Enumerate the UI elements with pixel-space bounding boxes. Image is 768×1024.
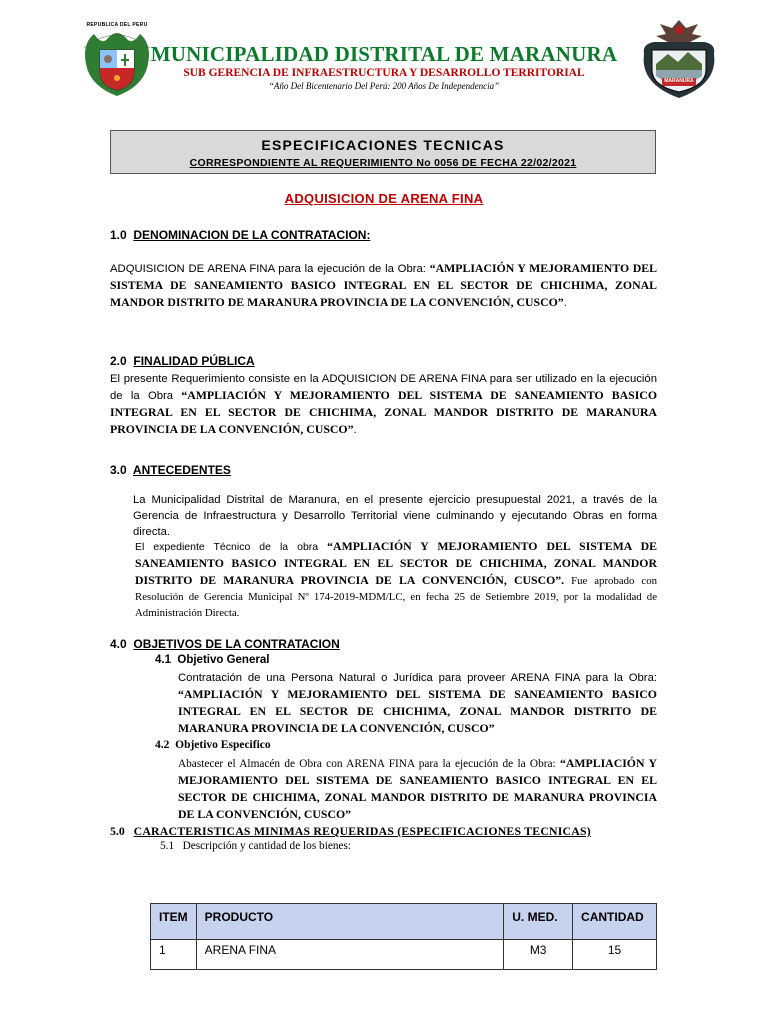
table-header-row [151, 904, 657, 940]
section-3-paragraph-1: La Municipalidad Distrital de Maranura, en el presente ejercicio presupuestal 2021, a través de la Gerencia de Infraestructura y Desarrollo Territorial viene culminando y ejecutando Obras en forma directa. [133, 494, 657, 538]
column-header-unit: U. MED. [504, 904, 573, 940]
section-number: 4.0 [110, 637, 127, 651]
municipality-title: MUNICIPALIDAD DISTRITAL DE MARANURA [150, 42, 618, 66]
subdivision-title: SUB GERENCIA DE INFRAESTRUCTURA Y DESARROLLO TERRITORIAL [183, 67, 585, 79]
section-title: FINALIDAD PÚBLICA [133, 354, 255, 368]
section-3-heading [110, 463, 231, 477]
section-number: 1.0 [110, 228, 127, 242]
subsection-number: 4.2 [155, 739, 170, 751]
paragraph-end: . [563, 297, 567, 309]
section-3-paragraph-2 [135, 538, 657, 621]
table-row [151, 940, 657, 970]
cell-item: 1 [151, 940, 197, 970]
project-name: “AMPLIACIÓN Y MEJORAMIENTO DEL SISTEMA DE SANEAMIENTO BASICO INTEGRAL EN EL SECTOR DE CHICHIMA, ZONAL MANDOR DISTRITO DE MARANURA PROVINCIA DE LA CONVENCIÓN, CUSCO”. [135, 539, 657, 587]
section-2-paragraph [110, 371, 657, 438]
section-title: ANTECEDENTES [132, 463, 231, 477]
paragraph-text: Contratación de una Persona Natural o Jurídica para proveer ARENA FINA para la Obra: [178, 672, 657, 684]
cell-quantity: 15 [573, 940, 657, 970]
document-main-title: ADQUISICION DE ARENA FINA [284, 191, 484, 206]
paragraph-text: ADQUISICION DE ARENA FINA para la ejecución de la Obra: [110, 263, 430, 275]
section-number: 2.0 [110, 354, 127, 368]
crest-right-text: MARANURA [664, 78, 694, 84]
section-2-heading [110, 354, 255, 368]
section-5-heading [110, 824, 591, 839]
column-header-item: ITEM [151, 904, 197, 940]
section-title: OBJETIVOS DE LA CONTRATACION [133, 637, 340, 651]
paragraph-text: El expediente Técnico de la obra [135, 541, 328, 553]
paragraph-text: El presente Requerimiento consiste en la ADQUISICION DE ARENA FINA para ser utilizado en la ejecución de la Obra [110, 373, 657, 402]
section-4-heading [110, 637, 340, 651]
subsection-title: Objetivo General [177, 654, 270, 666]
requirement-reference: CORRESPONDIENTE AL REQUERIMIENTO No 0056 DE FECHA 22/02/2021 [189, 157, 577, 169]
section-title: CARACTERISTICAS MINIMAS REQUERIDAS (ESPECIFICACIONES TECNICAS) [133, 824, 591, 838]
cell-unit: M3 [504, 940, 573, 970]
objective-specific-paragraph [178, 755, 657, 823]
objective-general-paragraph [178, 670, 657, 737]
subsection-title: Objetivo Especifico [175, 739, 271, 751]
project-name: “AMPLIACIÓN Y MEJORAMIENTO DEL SISTEMA DE SANEAMIENTO BASICO INTEGRAL EN EL SECTOR DE CHICHIMA, ZONAL MANDOR DISTRITO DE MARANURA PROVINCIA DE LA CONVENCIÓN, CUSCO” [110, 388, 657, 436]
project-name: “AMPLIACIÓN Y MEJORAMIENTO DEL SISTEMA DE SANEAMIENTO BASICO INTEGRAL EN EL SECTOR DE CHICHIMA, ZONAL MANDOR DISTRITO DE MARANURA PROVINCIA DE LA CONVENCIÓN, CUSCO” [178, 687, 657, 735]
section-1-paragraph [110, 260, 657, 311]
goods-table [150, 903, 657, 970]
approval-text: Fue aprobado con Resolución de Gerencia Municipal Nº 174-2019-MDM/LC, en fecha 25 de Setiembre 2019, por la modalidad de Administración Directa. [135, 575, 657, 619]
section-title: DENOMINACION DE LA CONTRATACION: [133, 228, 371, 242]
column-header-quantity: CANTIDAD [573, 904, 657, 940]
section-number: 3.0 [110, 463, 127, 477]
spec-title: ESPECIFICACIONES TECNICAS [261, 137, 505, 153]
section-1-heading [110, 228, 370, 242]
paragraph-end: . [353, 424, 357, 436]
subsection-4-2-heading [155, 739, 271, 751]
crest-left-text: REPUBLICA DEL PERU [86, 22, 148, 28]
project-name: “AMPLIACIÓN Y MEJORAMIENTO DEL SISTEMA DE SANEAMIENTO BASICO INTEGRAL EN EL SECTOR DE CHICHIMA, ZONAL MANDOR DISTRITO DE MARANURA PROVINCIA DE LA CONVENCIÓN, CUSCO” [178, 756, 657, 821]
section-number: 5.0 [110, 824, 125, 838]
column-header-product: PRODUCTO [196, 904, 504, 940]
paragraph-text: Abastecer el Almacén de Obra con ARENA FINA para la ejecución de la Obra: [178, 758, 560, 770]
subsection-number: 4.1 [155, 654, 171, 666]
year-motto: “Año Del Bicentenario Del Perú: 200 Años De Independencia” [268, 81, 500, 91]
project-name: “AMPLIACIÓN Y MEJORAMIENTO DEL SISTEMA DE SANEAMIENTO BASICO INTEGRAL EN EL SECTOR DE CHICHIMA, ZONAL MANDOR DISTRITO DE MARANURA PROVINCIA DE LA CONVENCIÓN, CUSCO” [110, 261, 657, 309]
cell-product: ARENA FINA [196, 940, 504, 970]
subsection-4-1-heading [155, 654, 269, 666]
section-5-1-description: 5.1 Descripción y cantidad de los bienes: [160, 840, 352, 852]
